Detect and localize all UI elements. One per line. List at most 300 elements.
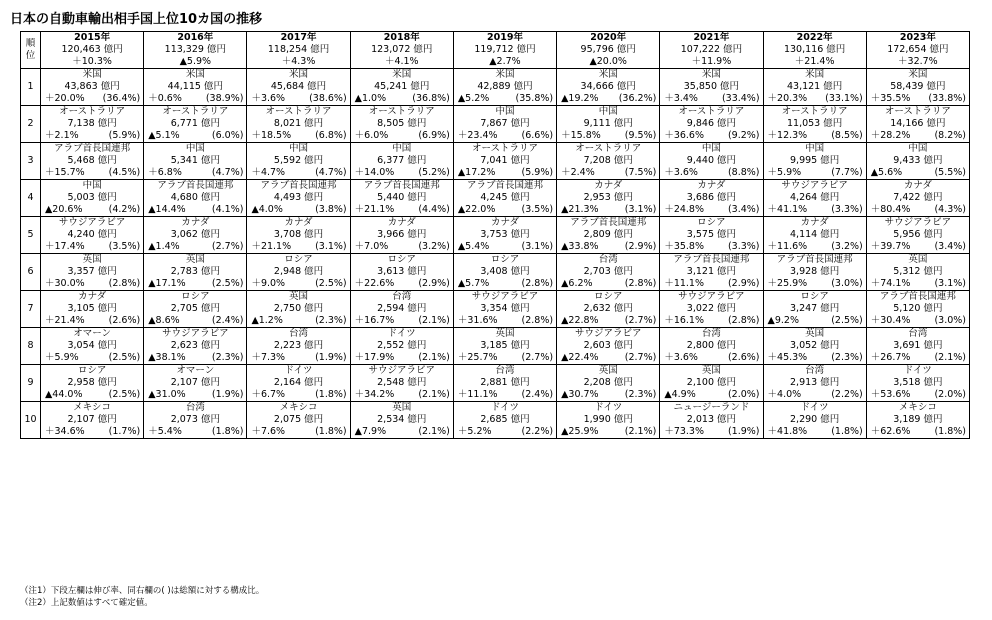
- unit-label: 億円: [820, 229, 840, 240]
- share-ratio: (2.8%): [624, 278, 657, 289]
- ranking-cell: [247, 254, 350, 291]
- share-ratio: (7.7%): [831, 167, 863, 178]
- unit-label: 億円: [717, 118, 737, 129]
- unit-label: 億円: [510, 229, 530, 240]
- export-value-line: [764, 340, 866, 352]
- share-ratio: (5.5%): [934, 167, 966, 178]
- growth-rate: ＋6.8%: [148, 167, 182, 178]
- export-value: 2,100: [686, 377, 714, 388]
- share-ratio: (3.5%): [521, 204, 554, 215]
- country-name: 台湾: [289, 328, 309, 339]
- share-ratio: (5.9%): [108, 130, 141, 141]
- country-name: アラブ首長国連邦: [260, 180, 337, 191]
- growth-share-line: [247, 315, 349, 327]
- country-name: オマーン: [176, 365, 215, 376]
- year-total: 123,072: [371, 44, 411, 55]
- unit-label: 億円: [304, 155, 324, 166]
- unit-label: 億円: [200, 377, 220, 388]
- export-value: 5,468: [67, 155, 95, 166]
- export-value: 5,003: [67, 192, 95, 203]
- share-ratio: (1.8%): [315, 426, 347, 437]
- growth-share-line: [454, 352, 556, 364]
- ranking-cell: [660, 143, 763, 180]
- country-name: 米国: [82, 69, 102, 80]
- growth-rate: ▲5.7%: [457, 278, 490, 289]
- country-name: ドイツ: [800, 402, 829, 413]
- ranking-cell: [866, 402, 969, 439]
- export-value: 2,073: [170, 414, 198, 425]
- growth-share-line: [660, 130, 762, 142]
- growth-rate: ▲21.3%: [561, 204, 599, 215]
- unit-label: 億円: [304, 414, 324, 425]
- export-value-line: [41, 377, 143, 389]
- export-value: 7,138: [67, 118, 95, 129]
- growth-share-line: [351, 315, 453, 327]
- growth-rate: ▲1.4%: [148, 241, 180, 252]
- unit-label: 億円: [826, 44, 846, 55]
- unit-label: 億円: [820, 155, 840, 166]
- export-value-line: [144, 155, 246, 167]
- unit-label: 億円: [513, 81, 533, 92]
- ranking-cell: [453, 365, 556, 402]
- export-value: 3,357: [67, 266, 95, 277]
- ranking-cell: [557, 328, 660, 365]
- country-name: ロシア: [181, 291, 210, 302]
- unit-label: 億円: [510, 377, 530, 388]
- export-value-line: [557, 377, 659, 389]
- ranking-cell: [763, 143, 866, 180]
- unit-label: 億円: [926, 81, 946, 92]
- growth-rate: ＋3.6%: [664, 167, 698, 178]
- growth-share-line: [764, 352, 866, 364]
- country-name: アラブ首長国連邦: [673, 254, 750, 265]
- unit-label: 億円: [200, 303, 220, 314]
- export-value-line: [144, 414, 246, 426]
- rank-header: [21, 32, 41, 69]
- share-ratio: (2.0%): [727, 389, 760, 400]
- ranking-cell: [247, 365, 350, 402]
- export-value: 2,703: [583, 266, 611, 277]
- ranking-cell: [453, 402, 556, 439]
- growth-rate: ＋9.0%: [251, 278, 286, 289]
- rank-number: 9: [21, 365, 41, 402]
- growth-share-line: [867, 130, 969, 142]
- unit-label: 億円: [613, 266, 633, 277]
- share-ratio: (2.3%): [624, 389, 657, 400]
- ranking-cell: [41, 143, 144, 180]
- unit-label: 億円: [516, 44, 536, 55]
- export-value: 3,062: [170, 229, 198, 240]
- ranking-cell: [144, 217, 247, 254]
- unit-label: 億円: [823, 81, 843, 92]
- growth-rate: ＋11.1%: [664, 278, 704, 289]
- unit-label: 億円: [613, 229, 633, 240]
- year-total-line: [764, 44, 866, 56]
- unit-label: 億円: [407, 340, 427, 351]
- share-ratio: (2.4%): [521, 389, 554, 400]
- export-value-line: [41, 229, 143, 241]
- export-value: 2,783: [170, 266, 198, 277]
- unit-label: 億円: [923, 303, 943, 314]
- country-name: オマーン: [73, 328, 112, 339]
- share-ratio: (3.0%): [831, 278, 863, 289]
- export-value-line: [660, 266, 762, 278]
- rank-number: 8: [21, 328, 41, 365]
- country-name: ロシア: [800, 291, 829, 302]
- year-header: [866, 32, 969, 69]
- growth-share-line: [454, 167, 556, 179]
- country-name: アラブ首長国連邦: [363, 180, 440, 191]
- growth-rate: ▲4.0%: [251, 204, 283, 215]
- year-label: 2017年: [280, 32, 317, 43]
- export-value: 2,223: [273, 340, 302, 351]
- rank-number: 5: [21, 217, 41, 254]
- year-growth: ＋10.3%: [72, 56, 112, 67]
- country-name: 台湾: [805, 365, 825, 376]
- growth-rate: ▲5.2%: [457, 93, 490, 104]
- growth-share-line: [351, 352, 453, 364]
- growth-rate: ▲1.0%: [354, 93, 387, 104]
- unit-label: 億円: [717, 303, 737, 314]
- unit-label: 億円: [820, 340, 840, 351]
- growth-rate: ＋80.4%: [870, 204, 911, 215]
- growth-rate: ＋11.6%: [767, 241, 808, 252]
- ranking-cell: [144, 143, 247, 180]
- export-value-line: [454, 414, 556, 426]
- share-ratio: (2.1%): [418, 315, 450, 326]
- unit-label: 億円: [613, 192, 633, 203]
- rank-number: 7: [21, 291, 41, 328]
- growth-rate: ＋39.7%: [870, 241, 911, 252]
- growth-share-line: [660, 204, 762, 216]
- growth-rate: ▲5.1%: [148, 130, 180, 141]
- share-ratio: (3.4%): [934, 241, 966, 252]
- growth-share-line: [660, 389, 762, 401]
- share-ratio: (3.0%): [934, 315, 966, 326]
- share-ratio: (4.2%): [108, 204, 141, 215]
- unit-label: 億円: [97, 303, 117, 314]
- export-value: 2,603: [583, 340, 611, 351]
- export-value-line: [351, 266, 453, 278]
- ranking-cell: [247, 69, 350, 106]
- export-value-line: [351, 340, 453, 352]
- year-label: 2022年: [796, 32, 833, 43]
- rank-number: 3: [21, 143, 41, 180]
- ranking-cell: [350, 143, 453, 180]
- export-value-line: [867, 229, 969, 241]
- export-value-line: [557, 229, 659, 241]
- ranking-cell: [350, 402, 453, 439]
- table-row: [21, 365, 970, 402]
- unit-label: 億円: [304, 303, 324, 314]
- ranking-cell: [350, 254, 453, 291]
- ranking-cell: [866, 328, 969, 365]
- country-name: 中国: [908, 143, 928, 154]
- year-label: 2023年: [899, 32, 936, 43]
- growth-rate: ＋21.1%: [354, 204, 395, 215]
- export-value: 14,166: [890, 118, 924, 129]
- unit-label: 億円: [97, 266, 117, 277]
- growth-rate: ＋45.3%: [767, 352, 808, 363]
- share-ratio: (2.1%): [934, 352, 966, 363]
- growth-rate: ＋15.8%: [561, 130, 601, 141]
- export-value-line: [764, 303, 866, 315]
- growth-share-line: [41, 426, 143, 438]
- unit-label: 億円: [823, 118, 843, 129]
- ranking-cell: [660, 402, 763, 439]
- growth-rate: ＋6.0%: [354, 130, 389, 141]
- ranking-cell: [41, 106, 144, 143]
- growth-rate: ＋74.1%: [870, 278, 911, 289]
- table-row: [21, 402, 970, 439]
- unit-label: 億円: [200, 118, 220, 129]
- country-name: カナダ: [903, 180, 932, 191]
- rank-number: 4: [21, 180, 41, 217]
- ranking-cell: [144, 106, 247, 143]
- unit-label: 億円: [304, 266, 324, 277]
- export-value: 2,208: [583, 377, 611, 388]
- export-value-line: [660, 155, 762, 167]
- ranking-cell: [144, 180, 247, 217]
- export-value: 3,753: [480, 229, 508, 240]
- country-name: 英国: [82, 254, 102, 265]
- export-value-line: [454, 266, 556, 278]
- ranking-cell: [453, 143, 556, 180]
- share-ratio: (2.7%): [624, 352, 657, 363]
- export-value-line: [351, 118, 453, 130]
- country-name: 英国: [185, 254, 205, 265]
- growth-rate: ＋26.7%: [870, 352, 911, 363]
- country-name: オーストラリア: [368, 106, 435, 117]
- year-growth: ＋21.4%: [794, 56, 835, 67]
- growth-rate: ＋25.9%: [767, 278, 808, 289]
- share-ratio: (2.0%): [934, 389, 966, 400]
- unit-label: 億円: [310, 44, 330, 55]
- country-name: カナダ: [284, 217, 313, 228]
- export-value-line: [764, 192, 866, 204]
- table-row: [21, 143, 970, 180]
- ranking-cell: [41, 328, 144, 365]
- export-value: 2,013: [686, 414, 714, 425]
- share-ratio: (3.3%): [727, 241, 760, 252]
- year-total-line: [660, 44, 762, 56]
- country-name: オーストラリア: [781, 106, 848, 117]
- export-value-line: [144, 340, 246, 352]
- growth-share-line: [247, 93, 349, 105]
- export-value-line: [351, 377, 453, 389]
- growth-share-line: [144, 167, 246, 179]
- share-ratio: (36.2%): [618, 93, 657, 104]
- export-value: 2,594: [377, 303, 405, 314]
- export-value-line: [660, 81, 762, 93]
- growth-rate: ▲44.0%: [45, 389, 83, 400]
- growth-rate: ＋3.6%: [251, 93, 286, 104]
- export-value-line: [144, 229, 246, 241]
- unit-label: 億円: [613, 303, 633, 314]
- country-name: カナダ: [387, 217, 416, 228]
- country-name: サウジアラビア: [678, 291, 745, 302]
- unit-label: 億円: [200, 414, 220, 425]
- ranking-cell: [763, 365, 866, 402]
- table-row: [21, 106, 970, 143]
- unit-label: 億円: [407, 266, 427, 277]
- export-value-line: [557, 81, 659, 93]
- export-value: 3,928: [790, 266, 818, 277]
- growth-share-line: [454, 241, 556, 253]
- export-value-line: [41, 266, 143, 278]
- country-name: オーストラリア: [59, 106, 126, 117]
- export-value: 4,240: [67, 229, 95, 240]
- growth-share-line: [41, 352, 143, 364]
- unit-label: 億円: [510, 155, 530, 166]
- growth-share-line: [41, 167, 143, 179]
- export-value: 2,958: [67, 377, 95, 388]
- growth-share-line: [557, 389, 659, 401]
- unit-label: 億円: [923, 340, 943, 351]
- export-value-line: [247, 340, 349, 352]
- growth-rate: ▲1.2%: [251, 315, 283, 326]
- unit-label: 億円: [200, 192, 220, 203]
- export-value-line: [247, 266, 349, 278]
- ranking-cell: [144, 254, 247, 291]
- export-value: 4,114: [790, 229, 818, 240]
- growth-share-line: [144, 278, 246, 290]
- country-name: 台湾: [908, 328, 928, 339]
- export-value: 9,846: [686, 118, 714, 129]
- unit-label: 億円: [407, 192, 427, 203]
- unit-label: 億円: [200, 229, 220, 240]
- country-name: 台湾: [185, 402, 205, 413]
- growth-rate: ＋53.6%: [870, 389, 911, 400]
- year-growth: ＋11.9%: [691, 56, 732, 67]
- export-value-line: [764, 414, 866, 426]
- ranking-cell: [41, 365, 144, 402]
- export-value: 8,021: [273, 118, 302, 129]
- country-name: カナダ: [490, 217, 519, 228]
- export-value: 5,440: [377, 192, 405, 203]
- export-value-line: [247, 192, 349, 204]
- export-value: 2,632: [583, 303, 611, 314]
- unit-label: 億円: [717, 414, 737, 425]
- growth-share-line: [41, 204, 143, 216]
- share-ratio: (4.3%): [934, 204, 966, 215]
- growth-share-line: [351, 278, 453, 290]
- growth-share-line: [144, 389, 246, 401]
- growth-rate: ＋21.1%: [251, 241, 292, 252]
- export-value: 5,592: [273, 155, 302, 166]
- export-value-line: [247, 229, 349, 241]
- unit-label: 億円: [200, 155, 220, 166]
- ranking-cell: [660, 254, 763, 291]
- growth-rate: ▲17.1%: [148, 278, 186, 289]
- ranking-cell: [763, 180, 866, 217]
- share-ratio: (2.8%): [521, 315, 554, 326]
- ranking-cell: [866, 217, 969, 254]
- export-value-line: [41, 340, 143, 352]
- unit-label: 億円: [103, 44, 123, 55]
- ranking-cell: [557, 365, 660, 402]
- unit-label: 億円: [717, 377, 737, 388]
- table-row: [21, 291, 970, 328]
- export-value: 2,685: [480, 414, 508, 425]
- growth-rate: ▲31.0%: [148, 389, 186, 400]
- export-value-line: [867, 192, 969, 204]
- share-ratio: (2.1%): [418, 352, 450, 363]
- export-value-line: [867, 377, 969, 389]
- export-value: 34,666: [580, 81, 614, 92]
- unit-label: 億円: [510, 303, 530, 314]
- growth-rate: ▲6.2%: [561, 278, 593, 289]
- year-total: 120,463: [61, 44, 101, 55]
- growth-rate: ＋2.4%: [561, 167, 595, 178]
- growth-share-line: [41, 315, 143, 327]
- share-ratio: (1.8%): [315, 389, 347, 400]
- year-label: 2021年: [693, 32, 730, 43]
- unit-label: 億円: [820, 414, 840, 425]
- unit-label: 億円: [407, 118, 427, 129]
- country-name: 英国: [598, 365, 618, 376]
- export-value: 2,107: [67, 414, 95, 425]
- export-value: 42,889: [477, 81, 511, 92]
- share-ratio: (8.5%): [831, 130, 863, 141]
- country-name: アラブ首長国連邦: [776, 254, 853, 265]
- ranking-table: [20, 31, 970, 439]
- header-row: [21, 32, 970, 69]
- export-value-line: [660, 118, 762, 130]
- footnotes: [20, 585, 264, 609]
- growth-share-line: [247, 130, 349, 142]
- growth-share-line: [454, 426, 556, 438]
- footnote-2: （注2）上記数値はすべて確定値。: [20, 598, 153, 608]
- export-value: 3,247: [790, 303, 818, 314]
- growth-rate: ＋18.5%: [251, 130, 292, 141]
- share-ratio: (8.8%): [727, 167, 760, 178]
- export-value: 2,809: [583, 229, 611, 240]
- export-value: 6,377: [377, 155, 405, 166]
- growth-rate: ＋7.0%: [354, 241, 389, 252]
- share-ratio: (33.4%): [721, 93, 760, 104]
- ranking-cell: [660, 180, 763, 217]
- export-value-line: [144, 118, 246, 130]
- share-ratio: (2.5%): [108, 389, 141, 400]
- unit-label: 億円: [407, 377, 427, 388]
- export-value-line: [867, 266, 969, 278]
- growth-share-line: [247, 426, 349, 438]
- share-ratio: (2.3%): [211, 352, 244, 363]
- growth-rate: ＋4.7%: [251, 167, 286, 178]
- export-value: 7,867: [480, 118, 508, 129]
- growth-share-line: [247, 167, 349, 179]
- unit-label: 億円: [304, 229, 324, 240]
- year-label: 2015年: [74, 32, 111, 43]
- growth-rate: ＋12.3%: [767, 130, 808, 141]
- growth-share-line: [454, 315, 556, 327]
- ranking-cell: [866, 254, 969, 291]
- country-name: 英国: [392, 402, 412, 413]
- year-total-line: [247, 44, 349, 56]
- share-ratio: (3.1%): [624, 204, 657, 215]
- export-value: 3,708: [273, 229, 302, 240]
- growth-rate: ▲25.9%: [561, 426, 599, 437]
- share-ratio: (1.8%): [831, 426, 863, 437]
- share-ratio: (2.5%): [315, 278, 347, 289]
- export-value: 3,185: [480, 340, 508, 351]
- export-value: 8,505: [377, 118, 405, 129]
- export-value-line: [144, 377, 246, 389]
- share-ratio: (36.8%): [412, 93, 450, 104]
- year-total: 113,329: [164, 44, 204, 55]
- growth-rate: ＋73.3%: [664, 426, 704, 437]
